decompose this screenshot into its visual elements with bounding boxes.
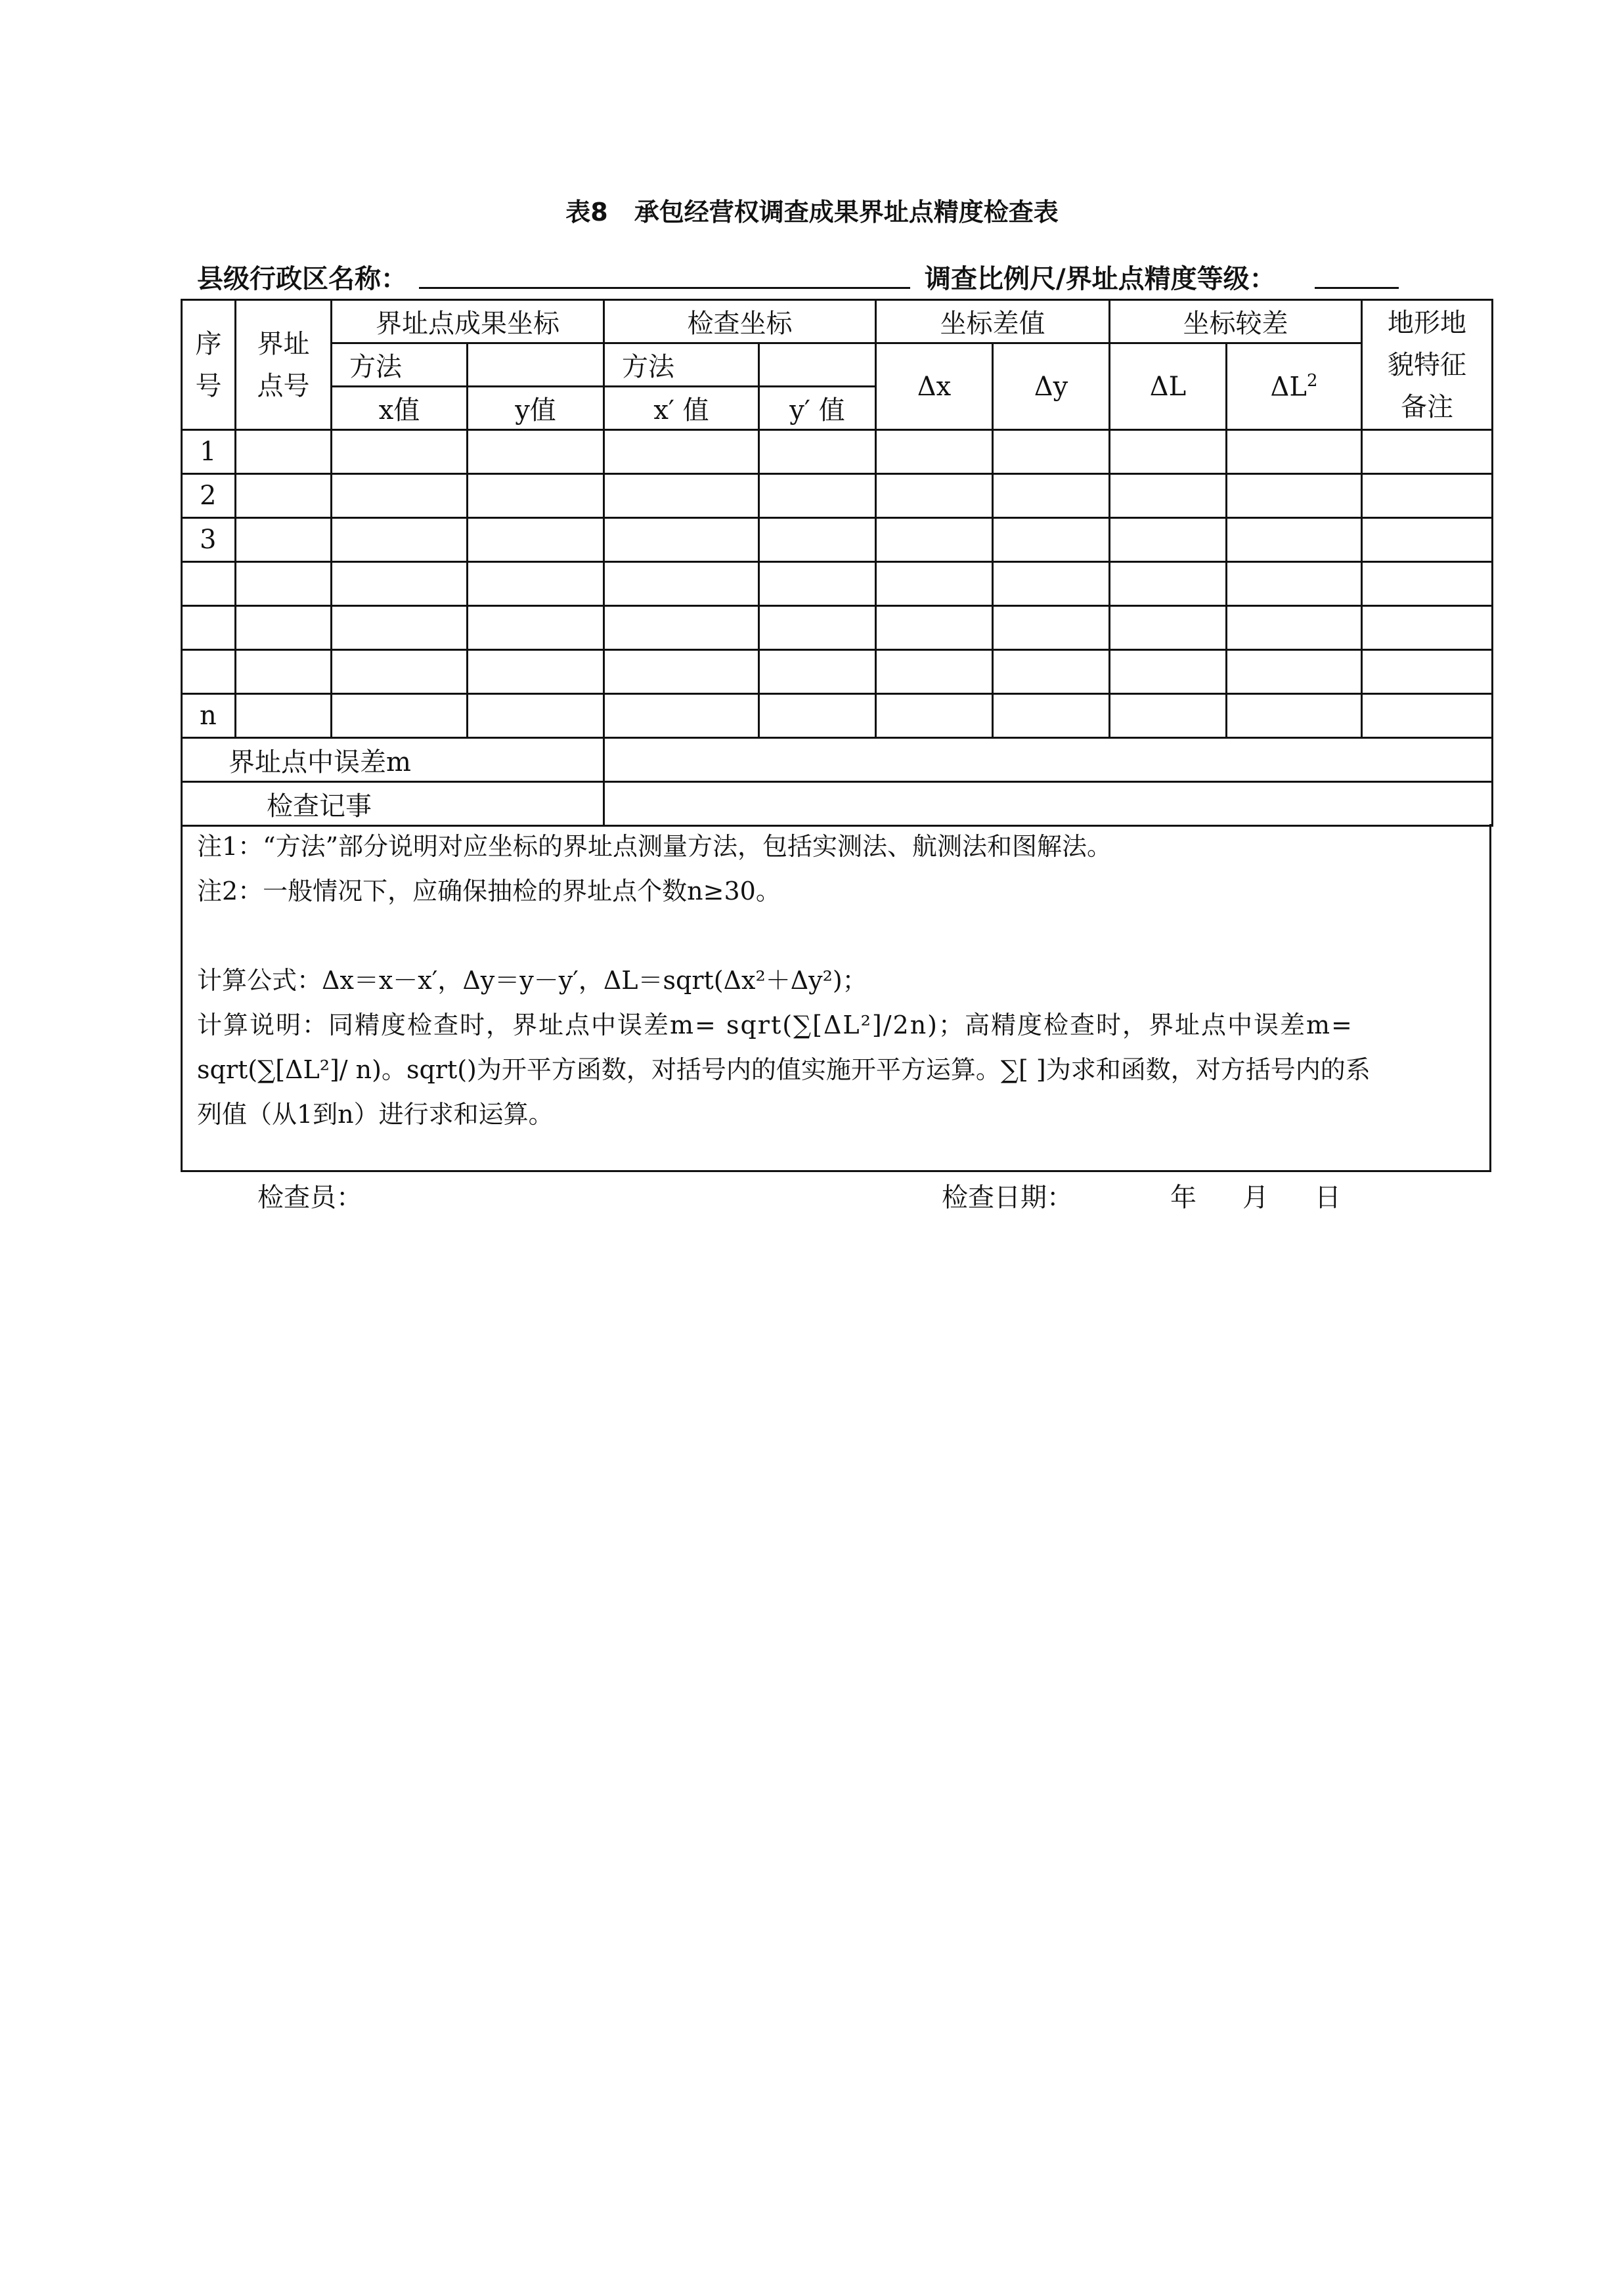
scale-grade-label: 调查比例尺/界址点精度等级：	[925, 264, 1276, 294]
table-cell[interactable]	[759, 430, 876, 474]
table-cell[interactable]	[876, 562, 993, 606]
formula: 计算公式：Δx＝x－x′，Δy＝y－y′，ΔL＝sqrt(Δx²＋Δy²)；	[197, 966, 867, 995]
result-method-label: 方法	[332, 343, 468, 387]
table-cell[interactable]	[1362, 650, 1493, 694]
inspector-label: 检查员：	[257, 1183, 362, 1213]
header-y-value: y值	[468, 387, 604, 430]
date-year: 年	[1170, 1183, 1196, 1213]
table-cell[interactable]	[604, 694, 759, 738]
table-cell[interactable]	[993, 518, 1110, 562]
table-cell[interactable]	[876, 430, 993, 474]
table-cell[interactable]	[468, 606, 604, 650]
table-cell[interactable]	[236, 474, 332, 518]
table-cell[interactable]	[1362, 562, 1493, 606]
header-x-prime: x′ 值	[604, 387, 759, 430]
row-number: 2	[182, 474, 236, 518]
header-point-no: 界址点号	[236, 300, 332, 430]
check-date-label: 检查日期：	[942, 1183, 1073, 1213]
table-row	[182, 474, 1493, 518]
table-cell[interactable]	[1227, 474, 1362, 518]
table-cell[interactable]	[993, 474, 1110, 518]
table-cell[interactable]	[1110, 474, 1227, 518]
table-cell[interactable]	[236, 694, 332, 738]
table-cell[interactable]	[1110, 606, 1227, 650]
table-cell[interactable]	[332, 694, 468, 738]
table-cell[interactable]	[759, 562, 876, 606]
table-cell[interactable]	[759, 606, 876, 650]
header-dy: Δy	[993, 343, 1110, 430]
notes-section	[181, 824, 1491, 1172]
date-day: 日	[1315, 1183, 1341, 1213]
county-name-label: 县级行政区名称：	[197, 264, 407, 294]
header-result-coords: 界址点成果坐标	[332, 300, 604, 343]
calc-explain-1: 计算说明：同精度检查时，界址点中误差m= sqrt(∑[ΔL²]/2n)；高精度检查时，界址点中误差m=	[197, 1011, 1353, 1039]
header-dl: ΔL	[1110, 343, 1227, 430]
calc-explain-3: 列值（从1到n）进行求和运算。	[197, 1100, 554, 1129]
header-coord-compare: 坐标较差	[1110, 300, 1362, 343]
table-cell[interactable]	[236, 562, 332, 606]
table-number: 表8	[565, 198, 608, 227]
date-month: 月	[1242, 1183, 1269, 1213]
table-cell[interactable]	[993, 562, 1110, 606]
table-cell[interactable]	[1362, 694, 1493, 738]
table-cell[interactable]	[1227, 518, 1362, 562]
error-m-label: 界址点中误差m	[182, 738, 604, 782]
table-cell[interactable]	[236, 518, 332, 562]
table-cell[interactable]	[604, 606, 759, 650]
table-cell[interactable]	[332, 606, 468, 650]
header-dl-squared: $\Delta L^2$	[1227, 343, 1362, 430]
table-cell[interactable]	[1362, 430, 1493, 474]
table-cell[interactable]	[468, 474, 604, 518]
table-cell[interactable]	[1227, 430, 1362, 474]
header-dx: Δx	[876, 343, 993, 430]
table-cell[interactable]	[468, 518, 604, 562]
header-seq: 序号	[182, 300, 236, 430]
table-cell[interactable]	[332, 518, 468, 562]
table-cell[interactable]	[993, 694, 1110, 738]
table-row	[182, 430, 1493, 474]
table-cell[interactable]	[1110, 650, 1227, 694]
note-1: 注1：“方法”部分说明对应坐标的界址点测量方法，包括实测法、航测法和图解法。	[197, 832, 1112, 861]
table-cell[interactable]	[604, 430, 759, 474]
table-cell[interactable]	[1227, 606, 1362, 650]
table-cell[interactable]	[876, 518, 993, 562]
check-method-label: 方法	[604, 343, 759, 387]
table-row	[182, 650, 1493, 694]
table-cell[interactable]	[604, 562, 759, 606]
row-number	[182, 562, 236, 606]
table-cell[interactable]	[236, 606, 332, 650]
row-number	[182, 650, 236, 694]
result-method-field[interactable]	[468, 343, 604, 387]
table-cell[interactable]	[468, 430, 604, 474]
table-title-text: 承包经营权调查成果界址点精度检查表	[634, 198, 1059, 227]
table-cell[interactable]	[759, 518, 876, 562]
calc-explain-2: sqrt(∑[ΔL²]/ n)。sqrt()为开平方函数，对括号内的值实施开平方运算。∑[ ]为求和函数，对方括号内的系	[197, 1055, 1371, 1084]
table-row	[182, 518, 1493, 562]
table-cell[interactable]	[993, 650, 1110, 694]
table-cell[interactable]	[1362, 606, 1493, 650]
table-cell[interactable]	[1227, 650, 1362, 694]
table-cell[interactable]	[1362, 474, 1493, 518]
table-cell[interactable]	[236, 430, 332, 474]
table-cell[interactable]	[468, 562, 604, 606]
table-cell[interactable]	[1362, 518, 1493, 562]
table-cell[interactable]	[604, 474, 759, 518]
table-cell[interactable]	[993, 430, 1110, 474]
table-cell[interactable]	[332, 474, 468, 518]
table-cell[interactable]	[468, 694, 604, 738]
row-number: 1	[182, 430, 236, 474]
table-cell[interactable]	[1110, 430, 1227, 474]
table-cell[interactable]	[876, 474, 993, 518]
header-remark: 地形地貌特征备注	[1362, 300, 1493, 430]
note-2: 注2：一般情况下，应确保抽检的界址点个数n≥30。	[197, 877, 781, 905]
table-row	[182, 606, 1493, 650]
table-cell[interactable]	[1227, 562, 1362, 606]
table-cell[interactable]	[876, 650, 993, 694]
header-y-prime: y′ 值	[759, 387, 876, 430]
header-coord-diff: 坐标差值	[876, 300, 1110, 343]
table-cell[interactable]	[1227, 694, 1362, 738]
table-cell[interactable]	[759, 650, 876, 694]
table-cell[interactable]	[332, 650, 468, 694]
check-method-field[interactable]	[759, 343, 876, 387]
table-cell[interactable]	[604, 518, 759, 562]
table-title	[0, 192, 1624, 228]
row-number: n	[182, 694, 236, 738]
table-cell[interactable]	[1110, 562, 1227, 606]
error-m-field[interactable]	[604, 738, 1493, 782]
check-record-field[interactable]	[604, 782, 1493, 826]
county-name-field[interactable]	[419, 287, 910, 289]
table-cell[interactable]	[332, 562, 468, 606]
scale-grade-field[interactable]	[1315, 287, 1399, 289]
row-number	[182, 606, 236, 650]
table-cell[interactable]	[759, 694, 876, 738]
table-cell[interactable]	[604, 650, 759, 694]
table-cell[interactable]	[1110, 694, 1227, 738]
table-row	[182, 694, 1493, 738]
table-cell[interactable]	[993, 606, 1110, 650]
header-check-coords: 检查坐标	[604, 300, 876, 343]
table-cell[interactable]	[876, 694, 993, 738]
table-row	[182, 562, 1493, 606]
check-record-label: 检查记事	[182, 782, 604, 826]
header-x-value: x值	[332, 387, 468, 430]
table-cell[interactable]	[759, 474, 876, 518]
check-table	[181, 299, 1493, 827]
row-number: 3	[182, 518, 236, 562]
table-cell[interactable]	[236, 650, 332, 694]
table-cell[interactable]	[332, 430, 468, 474]
table-cell[interactable]	[876, 606, 993, 650]
table-cell[interactable]	[1110, 518, 1227, 562]
table-cell[interactable]	[468, 650, 604, 694]
